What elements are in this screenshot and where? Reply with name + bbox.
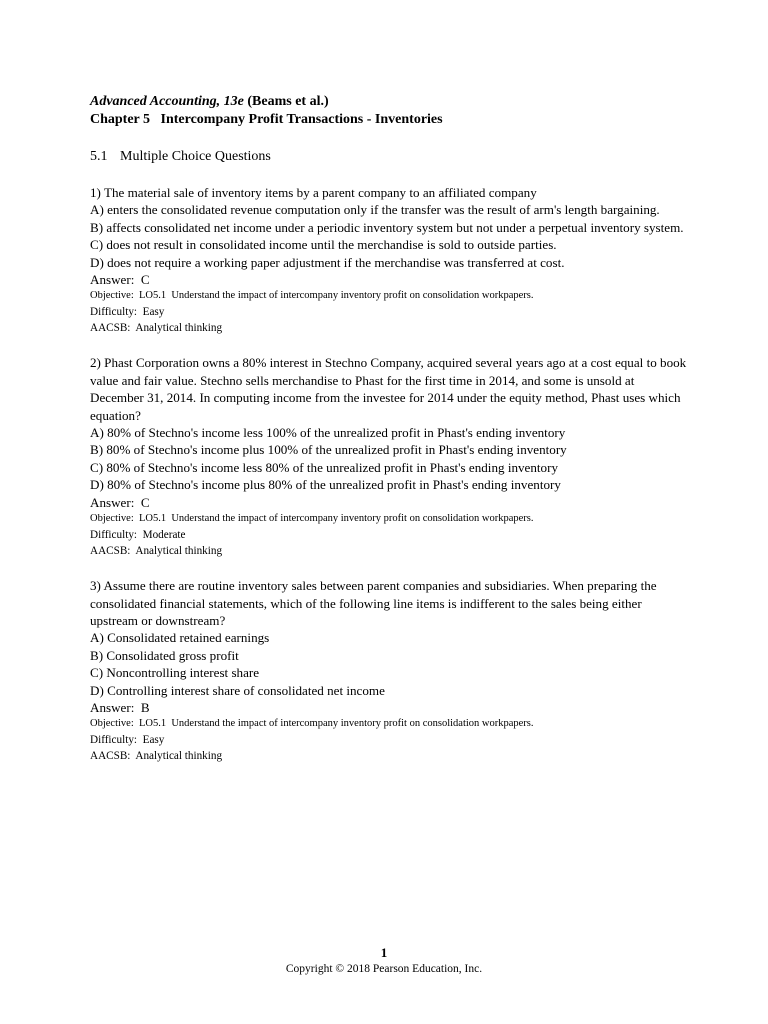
page-number: 1 xyxy=(380,945,388,960)
answer: Answer: C xyxy=(90,272,150,288)
aacsb: AACSB: Analytical thinking xyxy=(90,322,223,335)
objective: Objective: LO5.1 Understand the impact of intercompany inventory profit on consolidation workpapers. xyxy=(90,718,534,730)
difficulty: Difficulty: Easy xyxy=(90,306,165,319)
section-heading xyxy=(90,148,690,166)
option-a: A) enters the consolidated revenue computation only if the transfer was the result of arm's length bargaining. xyxy=(90,202,660,218)
option-d: D) Controlling interest share of consolidated net income xyxy=(90,682,385,698)
option-b: B) 80% of Stechno's income plus 100% of the unrealized profit in Phast's ending inventory xyxy=(90,442,567,458)
option-c: C) Noncontrolling interest share xyxy=(90,665,260,681)
question-stem: 3) Assume there are routine inventory sales between parent companies and subsidiaries. When preparing the consolidated financial statements, which of the following line items is indifferent to the sales being either upstream or downstream? xyxy=(90,578,657,628)
difficulty: Difficulty: Easy xyxy=(90,734,165,747)
option-d: D) 80% of Stechno's income plus 80% of the unrealized profit in Phast's ending inventory xyxy=(90,477,561,493)
copyright-notice: Copyright © 2018 Pearson Education, Inc. xyxy=(285,963,483,975)
book-title: Advanced Accounting, 13e xyxy=(90,94,244,109)
question-stem: 1) The material sale of inventory items by a parent company to an affiliated company xyxy=(90,185,537,200)
option-b: B) Consolidated gross profit xyxy=(90,647,239,663)
question-stem: 2) Phast Corporation owns a 80% interest in Stechno Company, acquired several years ago at a cost equal to book value and fair value. Stechno sells merchandise to Phast for the first time in 2014, and some is unsold at December 31, 2014. In computing income from the investee for 2014 under the equity method, Phast uses which equation? xyxy=(90,355,687,423)
option-c: C) does not result in consolidated income until the merchandise is sold to outside parties. xyxy=(90,237,557,253)
section-title: Multiple Choice Questions xyxy=(120,149,271,164)
option-c: C) 80% of Stechno's income less 80% of the unrealized profit in Phast's ending inventory xyxy=(90,459,558,475)
objective: Objective: LO5.1 Understand the impact of intercompany inventory profit on consolidation workpapers. xyxy=(90,290,534,302)
book-authors: (Beams et al.) xyxy=(243,94,329,109)
option-d: D) does not require a working paper adjustment if the merchandise was transferred at cost. xyxy=(90,254,565,270)
option-a: A) Consolidated retained earnings xyxy=(90,630,270,646)
question-2 xyxy=(90,354,690,559)
page-content xyxy=(90,93,690,782)
book-title-line xyxy=(90,93,690,111)
aacsb: AACSB: Analytical thinking xyxy=(90,750,223,763)
question-3 xyxy=(90,577,690,764)
chapter-title: Chapter 5 Intercompany Profit Transactions - Inventories xyxy=(90,112,443,127)
option-b: B) affects consolidated net income under a periodic inventory system but not under a perpetual inventory system. xyxy=(90,219,684,235)
section-number: 5.1 xyxy=(90,149,108,164)
question-1 xyxy=(90,184,690,336)
answer: Answer: B xyxy=(90,699,150,715)
objective: Objective: LO5.1 Understand the impact of intercompany inventory profit on consolidation workpapers. xyxy=(90,513,534,525)
difficulty: Difficulty: Moderate xyxy=(90,529,186,542)
answer: Answer: C xyxy=(90,494,150,510)
option-a: A) 80% of Stechno's income less 100% of the unrealized profit in Phast's ending inventory xyxy=(90,425,566,441)
aacsb: AACSB: Analytical thinking xyxy=(90,545,223,558)
